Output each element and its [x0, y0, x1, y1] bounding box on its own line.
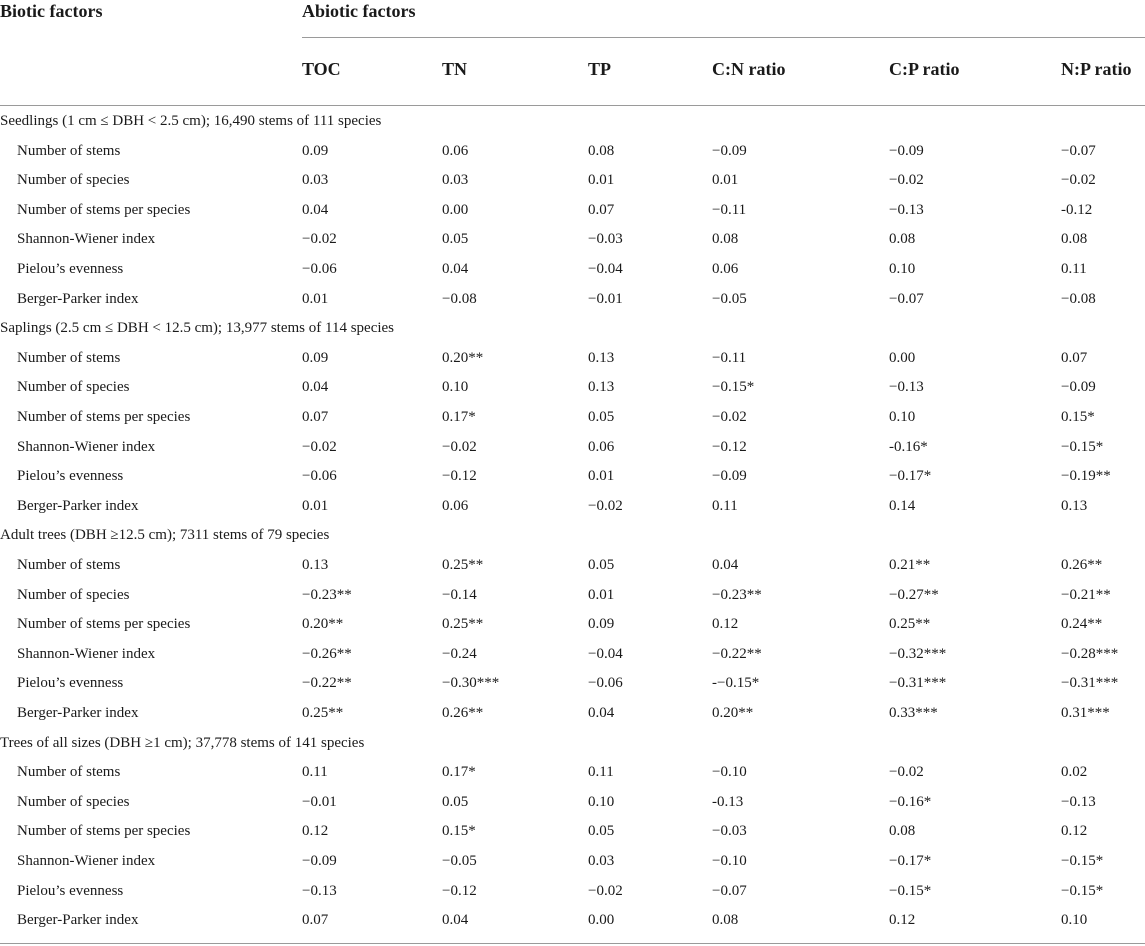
table-cell: 0.03 — [588, 853, 615, 869]
row-label: Number of stems per species — [17, 409, 191, 425]
table-cell: 0.26** — [442, 705, 484, 721]
row-label: Number of stems — [17, 764, 121, 781]
table-row — [0, 699, 1145, 728]
table-cell: 0.15* — [1061, 409, 1095, 425]
row-label: Berger-Parker index — [17, 290, 139, 307]
table-cell: −0.28*** — [1061, 645, 1119, 662]
table-cell: 0.25** — [442, 557, 484, 573]
table-cell: 0.03 — [302, 172, 329, 189]
table-cell: −0.26** — [302, 645, 352, 662]
table-cell: −0.12 — [712, 438, 747, 455]
table-cell: −0.01 — [302, 793, 337, 810]
row-label: Pielou’s evenness — [17, 882, 124, 899]
table-cell: 0.00 — [442, 201, 469, 218]
table-cell: −0.13 — [1061, 793, 1096, 810]
table-cell: 0.07 — [588, 201, 615, 218]
table-cell: 0.00 — [889, 349, 916, 366]
column-header-tn: TN — [442, 59, 468, 79]
table-cell: −0.07 — [712, 882, 747, 899]
row-label: Number of species — [17, 172, 130, 189]
table-cell: 0.02 — [1061, 764, 1088, 781]
row-label: Number of stems — [17, 142, 121, 159]
table-cell: −0.15* — [889, 882, 932, 899]
table-cell: 0.06 — [712, 261, 739, 277]
table-row — [0, 462, 1145, 491]
table-cell: −0.13 — [889, 201, 924, 218]
column-header-tp: TP — [588, 59, 612, 79]
table-cell: −0.02 — [442, 438, 477, 455]
table-cell: −0.04 — [588, 645, 623, 662]
table-cell: −0.02 — [588, 497, 623, 514]
table-cell: 0.04 — [442, 912, 469, 929]
row-label: Pielou’s evenness — [17, 675, 124, 692]
table-cell: −0.15* — [1061, 438, 1104, 455]
table-cell: −0.31*** — [1061, 675, 1119, 692]
table-cell: −0.06 — [588, 675, 623, 692]
table-cell: 0.01 — [588, 172, 615, 189]
row-label: Number of species — [17, 586, 130, 603]
table-row — [0, 788, 1145, 817]
table-cell: -0.16* — [889, 438, 928, 455]
table-cell: 0.01 — [302, 290, 329, 307]
table-row — [0, 373, 1145, 402]
table-cell: −0.02 — [889, 172, 924, 189]
table-cell: 0.14 — [889, 497, 916, 514]
table-cell: 0.01 — [302, 497, 329, 514]
group-header-row — [0, 314, 1145, 343]
row-label: Number of stems — [17, 349, 121, 366]
table-cell: −0.02 — [302, 438, 337, 455]
table-cell: 0.08 — [889, 231, 916, 248]
table-cell: 0.05 — [442, 793, 469, 810]
table-cell: −0.05 — [712, 290, 747, 307]
row-label: Berger-Parker index — [17, 912, 139, 929]
table-cell: −0.09 — [1061, 379, 1096, 396]
table-cell: −0.17* — [889, 468, 932, 485]
table-row — [0, 492, 1145, 521]
table-cell: −0.27** — [889, 586, 939, 603]
table-cell: 0.07 — [1061, 349, 1088, 366]
table-row — [0, 640, 1145, 669]
table-cell: 0.10 — [1061, 912, 1088, 929]
table-cell: 0.20** — [712, 705, 754, 721]
table-cell: −0.02 — [588, 882, 623, 899]
table-row — [0, 196, 1145, 225]
row-label: Number of stems per species — [17, 823, 191, 840]
table-cell: 0.05 — [588, 823, 615, 840]
table-row — [0, 817, 1145, 846]
table-cell: 0.04 — [302, 201, 329, 218]
table-cell: 0.33*** — [889, 705, 938, 721]
group-title: Adult trees (DBH ≥12.5 cm); 7311 stems of 79 species — [0, 527, 330, 544]
table-row — [0, 137, 1145, 166]
table-cell: 0.20** — [302, 616, 344, 633]
table-cell: −0.30*** — [442, 675, 500, 692]
row-label: Number of stems per species — [17, 201, 191, 218]
table-cell: −0.06 — [302, 261, 337, 277]
table-cell: −0.03 — [712, 823, 747, 840]
row-label: Shannon-Wiener index — [17, 438, 156, 455]
table-cell: 0.17* — [442, 764, 476, 781]
table-cell: −0.15* — [1061, 882, 1104, 899]
table-row — [0, 877, 1145, 906]
table-cell: −0.12 — [442, 468, 477, 485]
table-cell: −0.15* — [1061, 853, 1104, 869]
table-cell: −0.11 — [712, 349, 747, 366]
table-cell: 0.01 — [712, 172, 739, 189]
table-cell: −0.06 — [302, 468, 337, 485]
table-cell: 0.11 — [302, 764, 328, 781]
table-cell: 0.03 — [442, 172, 469, 189]
row-label: Pielou’s evenness — [17, 468, 124, 485]
column-header-cn-ratio: C:N ratio — [712, 59, 786, 79]
row-label: Shannon-Wiener index — [17, 231, 156, 248]
table-cell: −0.09 — [712, 468, 747, 485]
column-header-toc: TOC — [302, 59, 341, 79]
table-cell: −0.24 — [442, 645, 477, 662]
table-cell: −0.31*** — [889, 675, 947, 692]
table-cell: −0.08 — [1061, 290, 1096, 307]
table-cell: −0.32*** — [889, 645, 947, 662]
table-cell: −0.07 — [1061, 142, 1096, 159]
group-title: Saplings (2.5 cm ≤ DBH < 12.5 cm); 13,977 stems of 114 species — [0, 320, 395, 337]
table-cell: 0.15* — [442, 823, 476, 840]
table-cell: 0.12 — [712, 616, 739, 633]
table-cell: 0.04 — [302, 379, 329, 396]
table-cell: 0.10 — [889, 409, 916, 425]
table-cell: 0.01 — [588, 468, 615, 485]
table-row — [0, 581, 1145, 610]
table-cell: 0.06 — [442, 142, 469, 159]
table-cell: −0.07 — [889, 290, 924, 307]
table-cell: 0.08 — [712, 912, 739, 929]
row-label: Berger-Parker index — [17, 497, 139, 514]
group-title: Seedlings (1 cm ≤ DBH < 2.5 cm); 16,490 stems of 111 species — [0, 113, 382, 129]
table-cell: 0.01 — [588, 586, 615, 603]
table-cell: −0.22** — [712, 645, 762, 662]
table-cell: 0.06 — [442, 497, 469, 514]
header-biotic-factors: Biotic factors — [0, 1, 103, 21]
table-cell: −0.16* — [889, 793, 932, 810]
table-cell: −0.13 — [889, 379, 924, 396]
table-cell: −0.10 — [712, 764, 747, 781]
table-cell: 0.24** — [1061, 616, 1103, 633]
table-cell: −0.05 — [442, 853, 477, 869]
column-header-np-ratio: N:P ratio — [1061, 59, 1132, 79]
table-cell: 0.10 — [442, 379, 469, 396]
table-cell: 0.26** — [1061, 557, 1103, 573]
table-cell: 0.07 — [302, 409, 329, 425]
table-row — [0, 906, 1145, 935]
table-cell: −0.15* — [712, 379, 755, 396]
row-label: Shannon-Wiener index — [17, 645, 156, 662]
table-cell: −0.23** — [302, 586, 352, 603]
table-cell: −0.02 — [1061, 172, 1096, 189]
table-cell: 0.05 — [442, 231, 469, 248]
table-cell: 0.13 — [1061, 497, 1088, 514]
table-cell: 0.25** — [302, 705, 344, 721]
table-cell: 0.08 — [712, 231, 739, 248]
table-cell: −0.11 — [712, 201, 747, 218]
table-cell: -0.13 — [712, 793, 744, 810]
table-cell: 0.08 — [1061, 231, 1088, 248]
table-cell: 0.13 — [588, 379, 615, 396]
table-cell: −0.04 — [588, 261, 623, 277]
row-label: Number of stems — [17, 557, 121, 573]
table-row — [0, 403, 1145, 432]
header-divider — [0, 105, 1145, 106]
table-cell: −0.13 — [302, 882, 337, 899]
table-bottom-rule — [0, 943, 1145, 944]
table-cell: 0.10 — [889, 261, 916, 277]
table-cell: 0.12 — [1061, 823, 1088, 840]
table-row — [0, 610, 1145, 639]
table-cell: −0.02 — [712, 409, 747, 425]
table-cell: −0.21** — [1061, 586, 1111, 603]
table-cell: 0.12 — [302, 823, 329, 840]
table-cell: −0.08 — [442, 290, 477, 307]
table-row — [0, 551, 1145, 580]
group-header-row — [0, 521, 1145, 550]
table-cell: 0.08 — [588, 142, 615, 159]
header-abiotic-factors: Abiotic factors — [302, 1, 416, 21]
table-cell: −0.02 — [302, 231, 337, 248]
table-cell: 0.08 — [889, 823, 916, 840]
group-header-row — [0, 107, 1145, 136]
table-cell: 0.11 — [1061, 261, 1087, 277]
table-cell: 0.04 — [442, 261, 469, 277]
table-cell: −0.01 — [588, 290, 623, 307]
table-cell: 0.04 — [588, 705, 615, 721]
table-cell: 0.09 — [302, 349, 329, 366]
row-label: Number of stems per species — [17, 616, 191, 633]
table-cell: −0.23** — [712, 586, 762, 603]
table-row — [0, 344, 1145, 373]
row-label: Number of species — [17, 379, 130, 396]
table-cell: 0.05 — [588, 557, 615, 573]
table-cell: 0.17* — [442, 409, 476, 425]
table-cell: 0.25** — [889, 616, 931, 633]
table-cell: 0.07 — [302, 912, 329, 929]
table-cell: −0.09 — [302, 853, 337, 869]
table-cell: 0.31*** — [1061, 705, 1110, 721]
table-cell: 0.11 — [588, 764, 614, 781]
table-cell: 0.09 — [588, 616, 615, 633]
table-cell: −0.19** — [1061, 468, 1111, 485]
table-cell: 0.20** — [442, 349, 484, 366]
table-row — [0, 225, 1145, 254]
table-row — [0, 166, 1145, 195]
table-cell: −0.17* — [889, 853, 932, 869]
column-header-cp-ratio: C:P ratio — [889, 59, 960, 79]
table-cell: −0.03 — [588, 231, 623, 248]
table-cell: 0.13 — [302, 557, 329, 573]
table-row — [0, 433, 1145, 462]
table-cell: 0.11 — [712, 497, 738, 514]
table-row — [0, 669, 1145, 698]
table-cell: −0.09 — [712, 142, 747, 159]
table-cell: 0.10 — [588, 793, 615, 810]
table-cell: -−0.15* — [712, 675, 760, 692]
table-cell: −0.22** — [302, 675, 352, 692]
table-cell: −0.02 — [889, 764, 924, 781]
table-row — [0, 758, 1145, 787]
row-label: Shannon-Wiener index — [17, 853, 156, 869]
table-cell: 0.13 — [588, 349, 615, 366]
table-cell: 0.05 — [588, 409, 615, 425]
abiotic-header-rule — [302, 37, 1145, 38]
table-cell: −0.12 — [442, 882, 477, 899]
table-cell: 0.21** — [889, 557, 931, 573]
table-row — [0, 285, 1145, 314]
table-row — [0, 847, 1145, 876]
table-cell: 0.04 — [712, 557, 739, 573]
group-header-row — [0, 729, 1145, 758]
table-cell: 0.12 — [889, 912, 916, 929]
table-cell: −0.10 — [712, 853, 747, 869]
table-row — [0, 255, 1145, 284]
table-cell: −0.14 — [442, 586, 477, 603]
row-label: Pielou’s evenness — [17, 261, 124, 277]
row-label: Number of species — [17, 793, 130, 810]
table-cell: 0.06 — [588, 438, 615, 455]
group-title: Trees of all sizes (DBH ≥1 cm); 37,778 stems of 141 species — [0, 734, 365, 751]
row-label: Berger-Parker index — [17, 705, 139, 721]
table-cell: 0.00 — [588, 912, 615, 929]
table-cell: 0.09 — [302, 142, 329, 159]
table-cell: −0.09 — [889, 142, 924, 159]
table-cell: 0.25** — [442, 616, 484, 633]
table-cell: -0.12 — [1061, 201, 1093, 218]
